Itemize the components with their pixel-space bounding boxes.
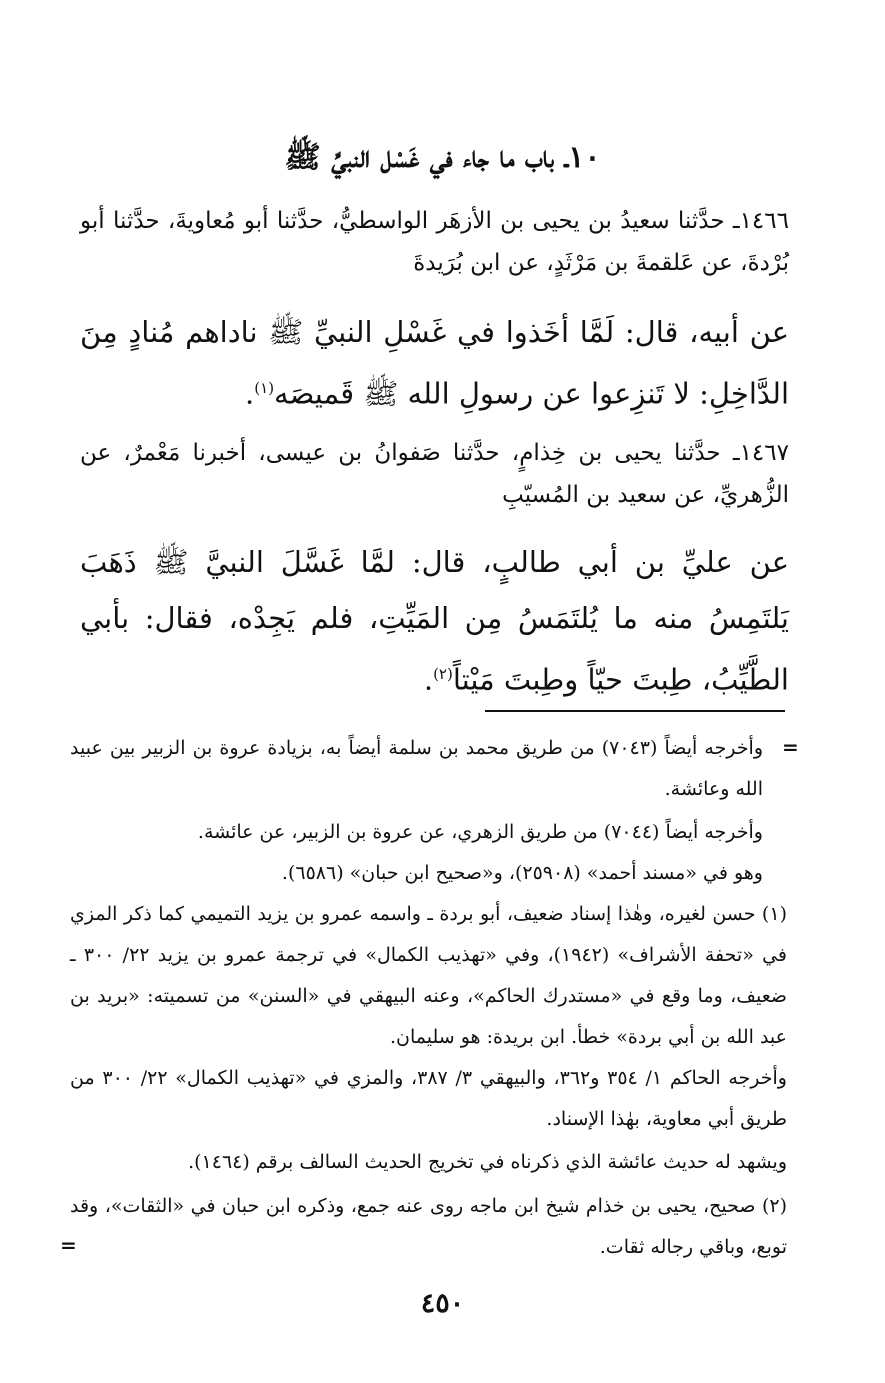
- continuation-mark-top: =: [782, 735, 799, 759]
- footnote-1-witness: ويشهد له حديث عائشة الذي ذكرناه في تخريج الحديث السالف برقم (١٤٦٤).: [188, 1151, 787, 1173]
- hadith-1466-text: [80, 304, 789, 422]
- hadith-1467-chain: ١٤٦٧ـ حدَّثنا يحيى بن خِذامٍ، حدَّثنا صَفوانُ بن عيسى، أخبرنا مَعْمرٌ، عن الزُّهريِّ، عن سعيد بن المُسيّبِ: [80, 440, 789, 508]
- footnote-1: (١) حسن لغيره، وهٰذا إسناد ضعيف، أبو بردة ـ واسمه عمرو بن يزيد التميمي كما ذكر المزي في «تحفة الأشراف» (١٩٤٢)، وفي «تهذيب الكمال» في ترجمة عمرو بن يزيد ٢٢/ ٣٠٠ ـ ضعيف، وما وقع في «مستدرك الحاكم»، وعنه البيهقي في «السنن» من تسميته: «بريد بن عبد الله بن أبي بردة» خطأ. ابن بريدة: هو سليمان.: [70, 903, 788, 1048]
- hadith-1467-text: [80, 534, 789, 708]
- footnote-prev-2: وأخرجه أيضاً (٧٠٤٤) من طريق الزهري، عن عروة بن الزبير، عن عائشة.: [197, 821, 763, 843]
- footnote-separator: [485, 710, 785, 712]
- footnote-prev-3: وهو في «مسند أحمد» (٢٥٩٠٨)، و«صحيح ابن حبان» (٦٥٨٦).: [281, 862, 763, 884]
- hadith-1466-end: .: [245, 376, 255, 411]
- footnote-1-sources: وأخرجه الحاكم ١/ ٣٥٤ و٣٦٢، والبيهقي ٣/ ٣٨٧، والمزي في «تهذيب الكمال» ٢٢/ ٣٠٠ من طريق أبي معاوية، بهٰذا الإسناد.: [70, 1067, 787, 1130]
- footnote-prev-1: وأخرجه أيضاً (٧٠٤٣) من طريق محمد بن سلمة أيضاً به، بزيادة عروة بن الزبير بين عبيد الله وعائشة.: [70, 737, 763, 800]
- footnote-2: (٢) صحيح، يحيى بن خذام شيخ ابن ماجه روى عنه جمع، وذكره ابن حبان في «الثقات»، وقد توبع، وباقي رجاله ثقات.: [70, 1195, 787, 1258]
- chapter-heading: ١٠ـ باب ما جاء في غَسْل النبيِّ ﷺ: [284, 140, 601, 175]
- continuation-mark-bottom: =: [60, 1233, 77, 1257]
- page-number: ٤٥٠: [420, 1288, 465, 1319]
- hadith-1467-end: .: [423, 662, 434, 697]
- hadith-1466-body: عن أبيه، قال: لَمَّا أخَذوا في غَسْلِ النبيِّ ﷺ ناداهم مُنادٍ مِنَ الدَّاخِلِ: لا تَنزِعوا عن رسولِ الله ﷺ قَميصَه: [80, 315, 789, 411]
- footnote-ref-2[interactable]: (٢): [433, 665, 453, 683]
- footnote-ref-1[interactable]: (١): [254, 379, 275, 397]
- hadith-1467-body: عن عليِّ بن أبي طالبٍ، قال: لمَّا غَسَّلَ النبيَّ ﷺ ذَهَبَ يَلتَمِسُ منه ما يُلتَمَسُ مِن المَيِّتِ، فلم يَجِدْه، فقال: بأبي الطَّيِّبُ، طِبتَ حيّاً وطِبتَ مَيْتاً: [80, 545, 789, 697]
- hadith-1466-chain: ١٤٦٦ـ حدَّثنا سعيدُ بن يحيى بن الأزهَر الواسطيُّ، حدَّثنا أبو مُعاويةَ، حدَّثنا أبو بُرْدةَ، عن عَلقمةَ بن مَرْثَدٍ، عن ابن بُرَيدةَ: [80, 208, 789, 276]
